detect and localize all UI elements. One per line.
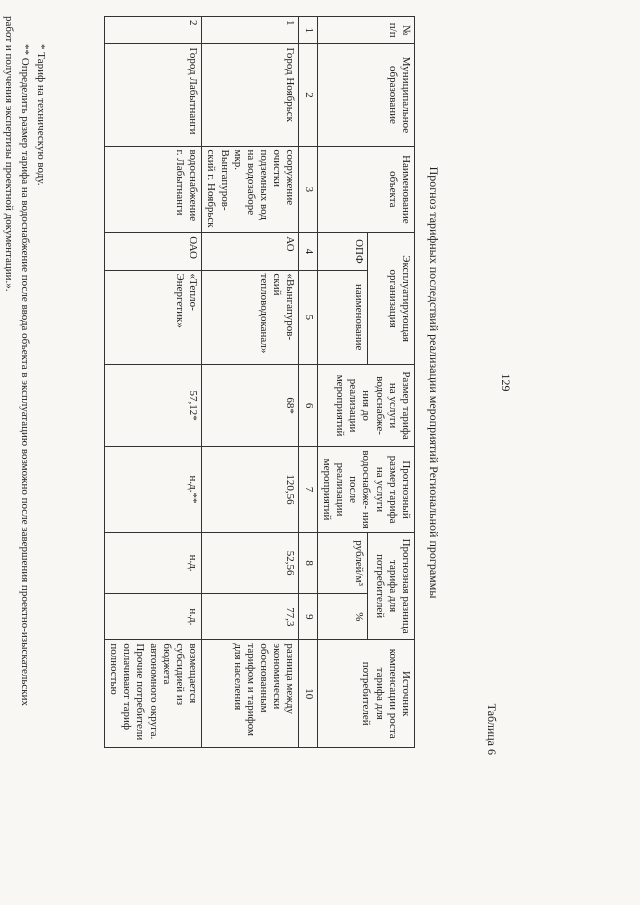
rotated-page-content (0, 10, 513, 755)
table-caption: Таблица 6 (485, 703, 499, 755)
compensation-source: возмещается субсидией из бюджета автономного округа. Прочие потребители оплачивают тариф полностью (104, 640, 201, 748)
page-number: 129 (499, 373, 513, 392)
col-number: 7 (299, 447, 317, 533)
document-title: Прогноз тарифных последствий реализации мероприятий Региональной программы (427, 166, 441, 599)
compensation-source: разница между экономически обоснованным тарифом и тарифом для населения (202, 640, 299, 748)
header-tariff-before: Размер тарифа на услуги водоснабже- ния до реализации мероприятий (317, 364, 414, 446)
footnote-tariff: * Тариф на техническую воду. (35, 44, 47, 186)
header-tariff-after: Прогнозный размер тарифа на услуги водоснабже- ния после реализации мероприятий (317, 447, 414, 533)
header-org-name: наименование (317, 270, 367, 364)
org-form: АО (202, 233, 299, 270)
col-number: 9 (299, 594, 317, 640)
header-source: Источник компенсации роста тарифа для потребителей (317, 640, 414, 748)
header-object: Наименование объекта (317, 146, 414, 233)
municipality: Город Лабытнанги (104, 44, 201, 146)
diff-rub: 52,56 (202, 532, 299, 593)
org-name: «Тепло- Энергетик» (104, 270, 201, 364)
header-diff-pct: % (317, 594, 367, 640)
tariff-before: 68* (202, 364, 299, 446)
col-number: 8 (299, 532, 317, 593)
diff-pct: 77,3 (202, 594, 299, 640)
col-number: 4 (299, 233, 317, 270)
municipality: Город Ноябрьск (202, 44, 299, 146)
table-row (202, 17, 299, 748)
header-diff-rub: рублей/м³ (317, 532, 367, 593)
header-no: № п/п (317, 17, 414, 44)
object-name: водоснабжение г. Лабытнанги (104, 146, 201, 233)
tariff-before: 57,12* (104, 364, 201, 446)
tariff-forecast-table (104, 16, 415, 748)
row-number: 1 (202, 17, 299, 44)
col-number: 2 (299, 44, 317, 146)
object-name: сооружение очистки подземных вод на водозаборе мкр. Вынгапуров- ский г. Ноябрьск (202, 146, 299, 233)
tariff-after: 120,56 (202, 447, 299, 533)
diff-rub: н.д. (104, 532, 201, 593)
col-number: 5 (299, 270, 317, 364)
tariff-after: н.д.** (104, 447, 201, 533)
column-number-row (299, 17, 317, 748)
col-number: 1 (299, 17, 317, 44)
table-row (104, 17, 201, 748)
header-row (368, 17, 415, 748)
header-municipality: Муниципальное образование (317, 44, 414, 146)
footnote-undetermined-cont: работ и получения экспертизы проектной документации.». (3, 16, 15, 292)
diff-pct: н.д. (104, 594, 201, 640)
header-opf: ОПФ (317, 233, 367, 270)
header-operator: Эксплуатирующая организация (368, 233, 415, 365)
col-number: 10 (299, 640, 317, 748)
col-number: 6 (299, 364, 317, 446)
org-form: ОАО (104, 233, 201, 270)
header-difference: Прогнозная разница тарифа для потребителей (368, 532, 415, 640)
row-number: 2 (104, 17, 201, 44)
footnote-undetermined: ** Определить размер тарифа на водоснабжение после ввода объекта в эксплуатацию возможно после завершения проектно-изыскательских (19, 44, 31, 706)
org-name: «Вынгапуров- ский тепловодоканал» (202, 270, 299, 364)
col-number: 3 (299, 146, 317, 233)
